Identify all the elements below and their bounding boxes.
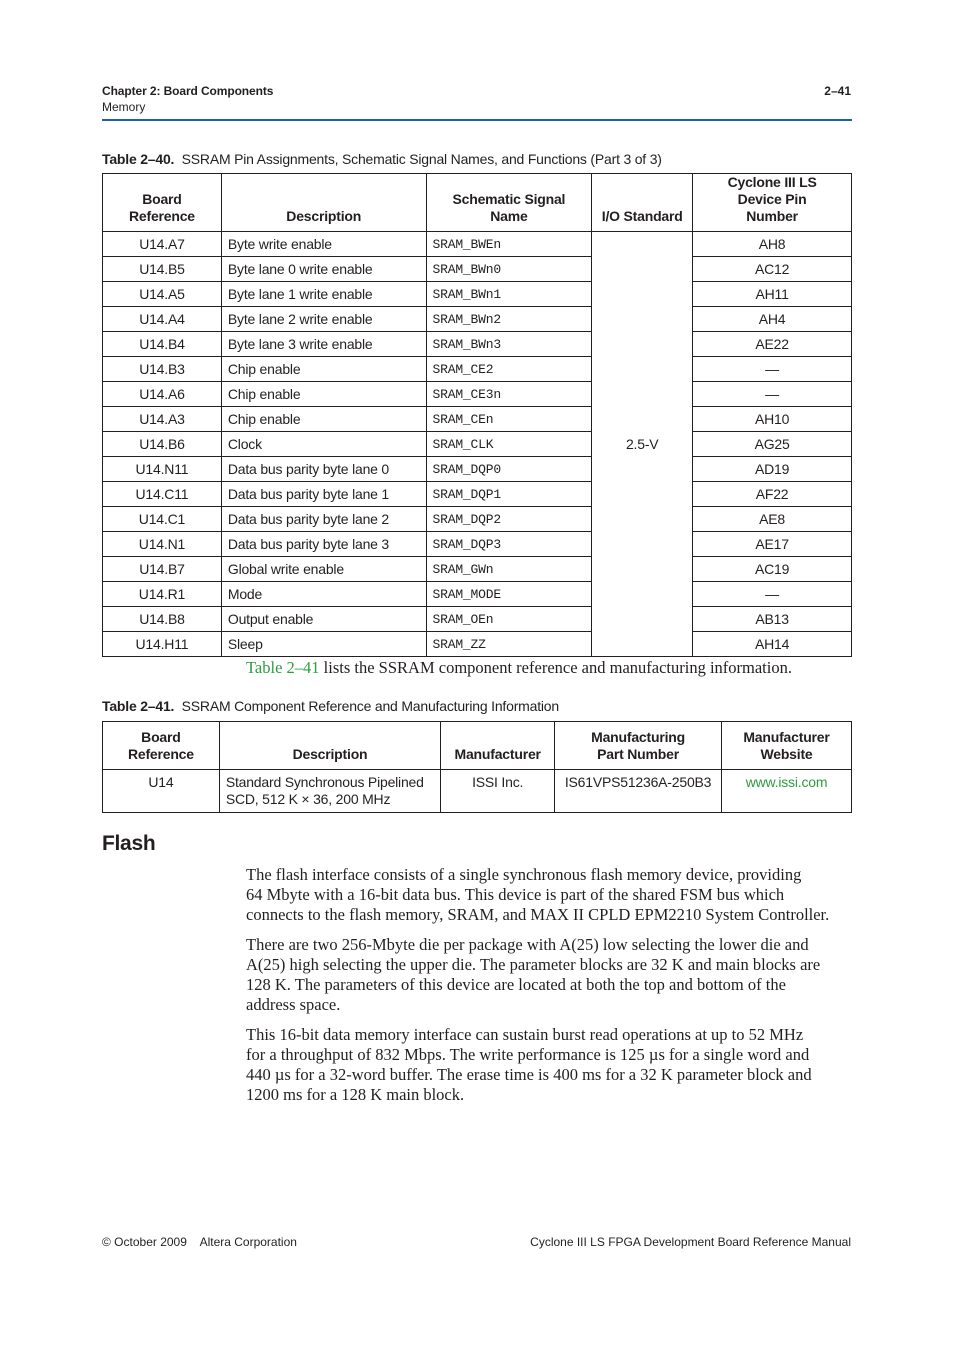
pin-number-cell: AG25 — [693, 432, 852, 457]
pin-number-cell: — — [693, 382, 852, 407]
header-rule — [102, 119, 852, 121]
table-row — [103, 582, 852, 607]
description-cell: Output enable — [221, 607, 426, 632]
pin-number-cell: AD19 — [693, 457, 852, 482]
description-cell: Global write enable — [221, 557, 426, 582]
section-title: Memory — [102, 100, 146, 114]
table1-caption-text: SSRAM Pin Assignments, Schematic Signal Names, and Functions (Part 3 of 3) — [181, 151, 662, 167]
board-reference-cell: U14.A4 — [103, 307, 222, 332]
footer-manual-title: Cyclone III LS FPGA Development Board Reference Manual — [530, 1235, 851, 1249]
description-cell: Chip enable — [221, 407, 426, 432]
pin-number-cell: AE17 — [693, 532, 852, 557]
pin-number-cell: AH14 — [693, 632, 852, 657]
board-reference-cell: U14.N1 — [103, 532, 222, 557]
signal-name-cell: SRAM_DQP2 — [426, 507, 592, 532]
table-row — [103, 332, 852, 357]
table-row — [103, 457, 852, 482]
signal-name-cell: SRAM_OEn — [426, 607, 592, 632]
paragraph-line: 440 µs for a 32-word buffer. The erase time is 400 ms for a 32 K parameter block and — [246, 1065, 812, 1084]
ssram-pin-table — [102, 173, 852, 657]
table2-header-board-reference: Board Reference — [103, 722, 220, 770]
paragraph-line: connects to the flash memory, SRAM, and MAX II CPLD EPM2210 System Controller. — [246, 905, 830, 924]
board-reference-cell: U14.A6 — [103, 382, 222, 407]
board-reference-cell: U14.A5 — [103, 282, 222, 307]
description-cell: Chip enable — [221, 382, 426, 407]
table1-caption — [102, 151, 662, 167]
intro-text: lists the SSRAM component reference and manufacturing information. — [319, 658, 792, 677]
paragraph-line: 64 Mbyte with a 16-bit data bus. This device is part of the shared FSM bus which — [246, 885, 785, 904]
paragraph-line: The flash interface consists of a single synchronous flash memory device, providing — [246, 865, 802, 884]
pin-number-cell: AB13 — [693, 607, 852, 632]
description-cell: Data bus parity byte lane 1 — [221, 482, 426, 507]
table-row — [103, 432, 852, 457]
table-row — [103, 607, 852, 632]
paragraph-line: There are two 256-Mbyte die per package with A(25) low selecting the lower die and — [246, 935, 809, 954]
flash-body — [246, 865, 856, 1115]
pin-number-cell: — — [693, 357, 852, 382]
pin-number-cell: AF22 — [693, 482, 852, 507]
paragraph-line: 128 K. The parameters of this device are located at both the top and bottom of the — [246, 975, 786, 994]
pin-number-cell: AH10 — [693, 407, 852, 432]
signal-name-cell: SRAM_MODE — [426, 582, 592, 607]
table-intro-paragraph — [246, 658, 792, 678]
description-cell: Chip enable — [221, 357, 426, 382]
signal-name-cell: SRAM_BWn2 — [426, 307, 592, 332]
table-row — [103, 257, 852, 282]
table2-header-part-number — [555, 722, 722, 770]
board-reference-cell: U14.C11 — [103, 482, 222, 507]
description-cell: Byte write enable — [221, 232, 426, 257]
table1-header-description: Description — [221, 174, 426, 232]
signal-name-cell: SRAM_DQP3 — [426, 532, 592, 557]
table-row — [103, 407, 852, 432]
component-description-line1: Standard Synchronous Pipelined — [225, 774, 424, 790]
table-2-41-link[interactable]: Table 2–41 — [246, 658, 320, 677]
description-cell: Byte lane 2 write enable — [221, 307, 426, 332]
paragraph-line: A(25) high selecting the upper die. The parameter blocks are 32 K and main blocks are — [246, 955, 821, 974]
description-cell: Clock — [221, 432, 426, 457]
table1-caption-label: Table 2–40. — [102, 151, 175, 167]
table-row — [103, 770, 852, 813]
table-row — [103, 632, 852, 657]
description-cell: Data bus parity byte lane 0 — [221, 457, 426, 482]
description-cell: Byte lane 0 write enable — [221, 257, 426, 282]
flash-paragraph — [246, 865, 856, 925]
table2-header-manufacturer: Manufacturer — [441, 722, 555, 770]
description-cell: Byte lane 3 write enable — [221, 332, 426, 357]
footer-copyright: © October 2009 Altera Corporation — [102, 1235, 297, 1249]
table2-caption-label: Table 2–41. — [102, 698, 175, 714]
board-reference-cell: U14.H11 — [103, 632, 222, 657]
board-reference-cell: U14.B6 — [103, 432, 222, 457]
signal-name-cell: SRAM_BWn3 — [426, 332, 592, 357]
table1-header-io-standard: I/O Standard — [592, 174, 693, 232]
pin-number-cell: AH4 — [693, 307, 852, 332]
table1-header-signal-name: Schematic Signal Name — [426, 174, 592, 232]
board-reference-cell: U14.B7 — [103, 557, 222, 582]
table-row — [103, 232, 852, 257]
description-cell: Mode — [221, 582, 426, 607]
component-manufacturer: ISSI Inc. — [441, 770, 555, 813]
paragraph-line: address space. — [246, 995, 341, 1014]
table-row — [103, 357, 852, 382]
table1-body — [103, 232, 852, 657]
paragraph-line: for a throughput of 832 Mbps. The write performance is 125 µs for a single word and — [246, 1045, 810, 1064]
table2-caption — [102, 698, 559, 714]
io-standard-cell: 2.5-V — [592, 232, 693, 657]
signal-name-cell: SRAM_DQP1 — [426, 482, 592, 507]
pin-number-cell: — — [693, 582, 852, 607]
description-cell: Data bus parity byte lane 3 — [221, 532, 426, 557]
table1-header-pin-number-text: Cyclone III LS Device Pin Number — [727, 174, 817, 224]
board-reference-cell: U14.A7 — [103, 232, 222, 257]
board-reference-cell: U14.C1 — [103, 507, 222, 532]
table-row — [103, 382, 852, 407]
table-row — [103, 307, 852, 332]
signal-name-cell: SRAM_GWn — [426, 557, 592, 582]
ssram-component-table — [102, 721, 852, 813]
table2-header-website-text: Manufacturer Website — [743, 729, 830, 762]
board-reference-cell: U14.N11 — [103, 457, 222, 482]
chapter-title: Chapter 2: Board Components — [102, 84, 274, 98]
table-row — [103, 282, 852, 307]
signal-name-cell: SRAM_BWEn — [426, 232, 592, 257]
board-reference-cell: U14.R1 — [103, 582, 222, 607]
paragraph-line: This 16-bit data memory interface can sustain burst read operations at up to 52 MHz — [246, 1025, 804, 1044]
page-number: 2–41 — [824, 84, 851, 98]
pin-number-cell: AC19 — [693, 557, 852, 582]
table2-header-description: Description — [219, 722, 440, 770]
pin-number-cell: AH8 — [693, 232, 852, 257]
pin-number-cell: AC12 — [693, 257, 852, 282]
table2-header-part-number-text: Manufacturing Part Number — [591, 729, 685, 762]
description-cell: Byte lane 1 write enable — [221, 282, 426, 307]
pin-number-cell: AH11 — [693, 282, 852, 307]
signal-name-cell: SRAM_BWn1 — [426, 282, 592, 307]
table-row — [103, 507, 852, 532]
signal-name-cell: SRAM_CE3n — [426, 382, 592, 407]
component-description — [219, 770, 440, 813]
signal-name-cell: SRAM_DQP0 — [426, 457, 592, 482]
board-reference-cell: U14.A3 — [103, 407, 222, 432]
table2-caption-text: SSRAM Component Reference and Manufacturing Information — [181, 698, 559, 714]
signal-name-cell: SRAM_ZZ — [426, 632, 592, 657]
board-reference-cell: U14.B5 — [103, 257, 222, 282]
pin-number-cell: AE22 — [693, 332, 852, 357]
signal-name-cell: SRAM_CEn — [426, 407, 592, 432]
signal-name-cell: SRAM_CE2 — [426, 357, 592, 382]
component-description-line2: SCD, 512 K × 36, 200 MHz — [225, 791, 391, 807]
table-row — [103, 482, 852, 507]
signal-name-cell: SRAM_BWn0 — [426, 257, 592, 282]
board-reference-cell: U14.B8 — [103, 607, 222, 632]
flash-heading: Flash — [102, 832, 156, 855]
table-row — [103, 557, 852, 582]
signal-name-cell: SRAM_CLK — [426, 432, 592, 457]
paragraph-line: 1200 ms for a 128 K main block. — [246, 1085, 465, 1104]
board-reference-cell: U14.B3 — [103, 357, 222, 382]
table-row — [103, 532, 852, 557]
flash-paragraph — [246, 935, 856, 1015]
manufacturer-website-link[interactable]: www.issi.com — [721, 770, 851, 813]
table1-header-pin-number — [693, 174, 852, 232]
description-cell: Data bus parity byte lane 2 — [221, 507, 426, 532]
description-cell: Sleep — [221, 632, 426, 657]
board-reference-cell: U14.B4 — [103, 332, 222, 357]
component-part-number: IS61VPS51236A-250B3 — [555, 770, 722, 813]
table2-header-website — [721, 722, 851, 770]
flash-paragraph — [246, 1025, 856, 1105]
table1-header-board-reference: Board Reference — [103, 174, 222, 232]
pin-number-cell: AE8 — [693, 507, 852, 532]
component-ref: U14 — [103, 770, 220, 813]
